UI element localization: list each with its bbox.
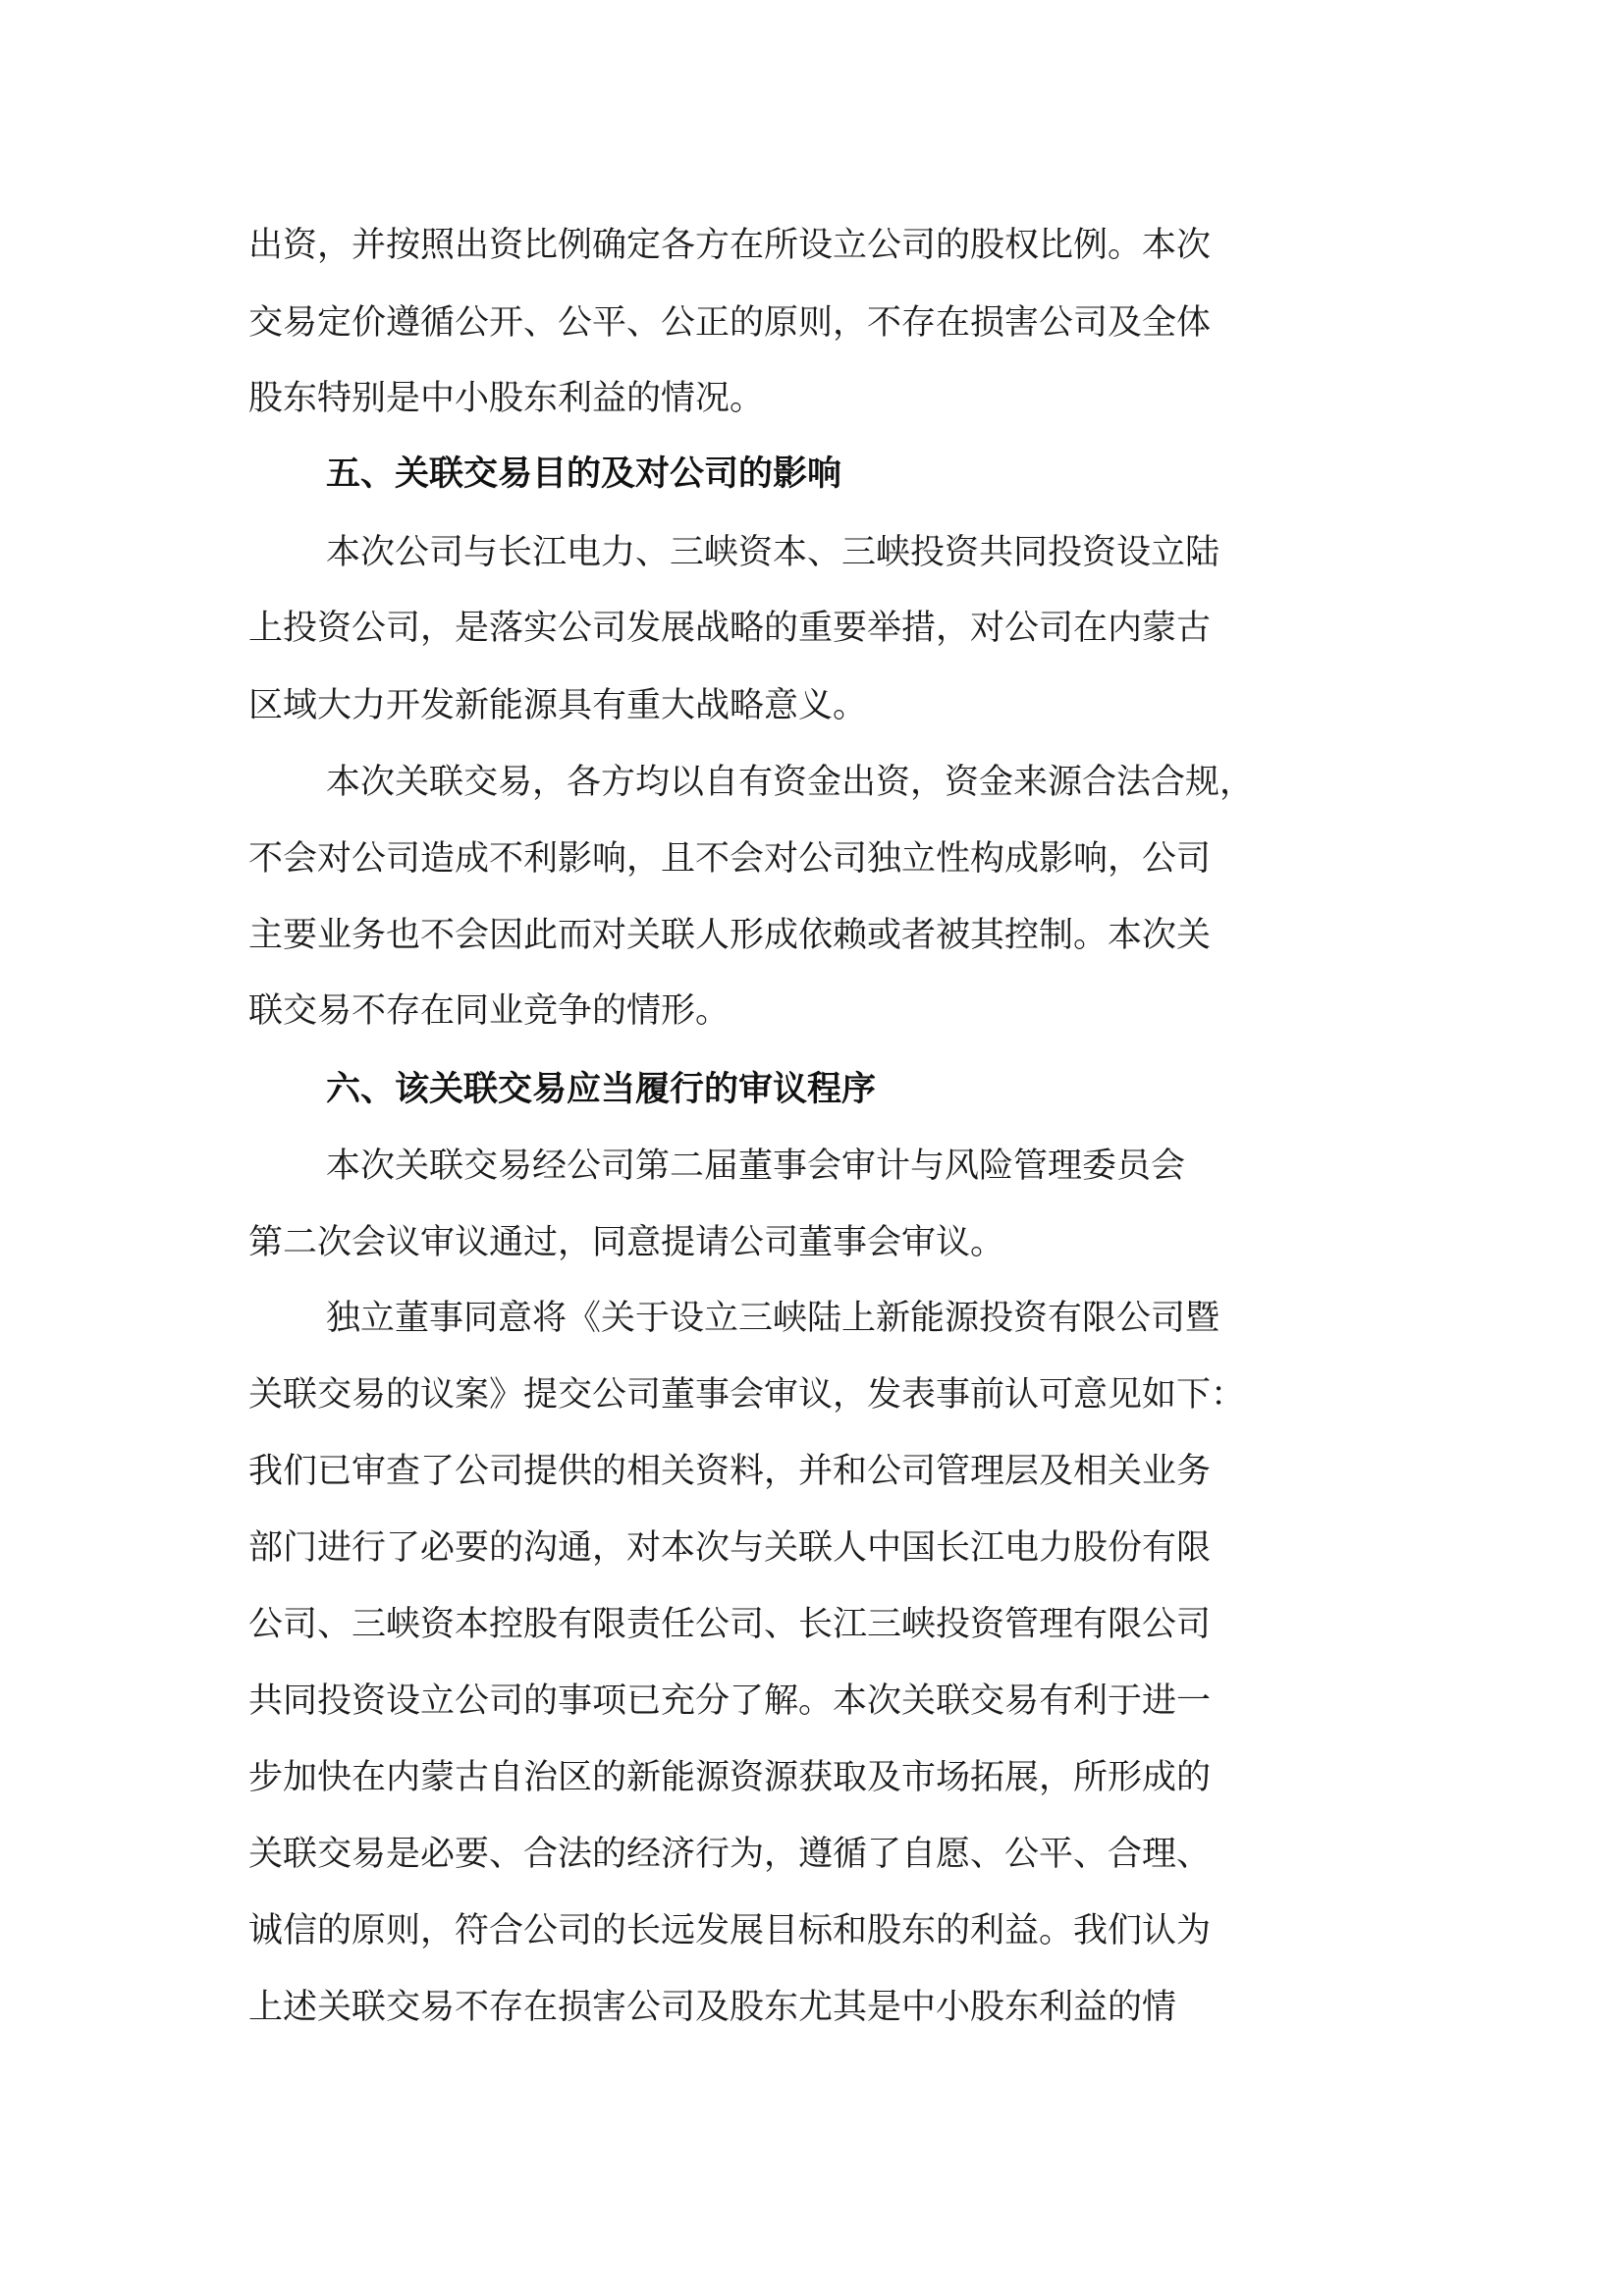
section-heading-6	[0, 1054, 1624, 1125]
body-text-line	[0, 1742, 1624, 1813]
line-text: 我们已审查了公司提供的相关资料，并和公司管理层及相关业务	[248, 1452, 1212, 1491]
line-text: 上投资公司，是落实公司发展战略的重要举措，对公司在内蒙古	[248, 609, 1212, 648]
line-text: 不会对公司造成不利影响，且不会对公司独立性构成影响，公司	[248, 839, 1212, 879]
body-text-line	[0, 1360, 1624, 1430]
body-text-line	[0, 1819, 1624, 1890]
line-text: 交易定价遵循公开、公平、公正的原则，不存在损害公司及全体	[248, 303, 1212, 343]
body-text-line	[0, 900, 1624, 971]
line-text: 主要业务也不会因此而对关联人形成依赖或者被其控制。本次关	[248, 916, 1212, 955]
line-text: 区域大力开发新能源具有重大战略意义。	[248, 686, 868, 725]
line-text: 部门进行了必要的沟通，对本次与关联人中国长江电力股份有限	[248, 1528, 1212, 1568]
line-text: 共同投资设立公司的事项已充分了解。本次关联交易有利于进一	[248, 1682, 1212, 1721]
heading-text: 五、关联交易目的及对公司的影响	[326, 454, 842, 494]
line-text: 出资，并按照出资比例确定各方在所设立公司的股权比例。本次	[248, 226, 1212, 265]
line-text: 诚信的原则，符合公司的长远发展目标和股东的利益。我们认为	[248, 1911, 1212, 1950]
body-text-line	[0, 824, 1624, 894]
body-text-line	[0, 1207, 1624, 1278]
body-text-line	[0, 1896, 1624, 1966]
body-text-line	[0, 363, 1624, 434]
line-text: 上述关联交易不存在损害公司及股东尤其是中小股东利益的情	[248, 1988, 1177, 2027]
section-heading-5	[0, 439, 1624, 509]
line-text: 股东特别是中小股东利益的情况。	[248, 379, 765, 418]
line-text: 联交易不存在同业竞争的情形。	[248, 991, 731, 1031]
line-text: 本次关联交易，各方均以自有资金出资，资金来源合法合规，	[326, 763, 1255, 802]
line-text: 本次关联交易经公司第二届董事会审计与风险管理委员会	[326, 1147, 1186, 1186]
paragraph-first-line	[0, 517, 1624, 588]
line-text: 公司、三峡资本控股有限责任公司、长江三峡投资管理有限公司	[248, 1605, 1212, 1644]
line-text: 步加快在内蒙古自治区的新能源资源获取及市场拓展，所形成的	[248, 1758, 1212, 1797]
body-text-line	[0, 210, 1624, 281]
line-text: 关联交易的议案》提交公司董事会审议，发表事前认可意见如下：	[248, 1375, 1246, 1415]
paragraph-first-line	[0, 1283, 1624, 1354]
body-text-line	[0, 1666, 1624, 1736]
body-text-line	[0, 1589, 1624, 1660]
line-text: 关联交易是必要、合法的经济行为，遵循了自愿、公平、合理、	[248, 1835, 1212, 1874]
body-text-line	[0, 1972, 1624, 2043]
line-text: 第二次会议审议通过，同意提请公司董事会审议。	[248, 1223, 1005, 1262]
line-text: 本次公司与长江电力、三峡资本、三峡投资共同投资设立陆	[326, 533, 1220, 572]
body-text-line	[0, 670, 1624, 741]
line-text: 独立董事同意将《关于设立三峡陆上新能源投资有限公司暨	[326, 1299, 1220, 1338]
body-text-line	[0, 976, 1624, 1046]
body-text-line	[0, 1436, 1624, 1507]
body-text-line	[0, 288, 1624, 358]
body-text-line	[0, 593, 1624, 664]
body-text-line	[0, 1513, 1624, 1583]
paragraph-first-line	[0, 747, 1624, 818]
heading-text: 六、该关联交易应当履行的审议程序	[326, 1070, 877, 1109]
paragraph-first-line	[0, 1131, 1624, 1201]
